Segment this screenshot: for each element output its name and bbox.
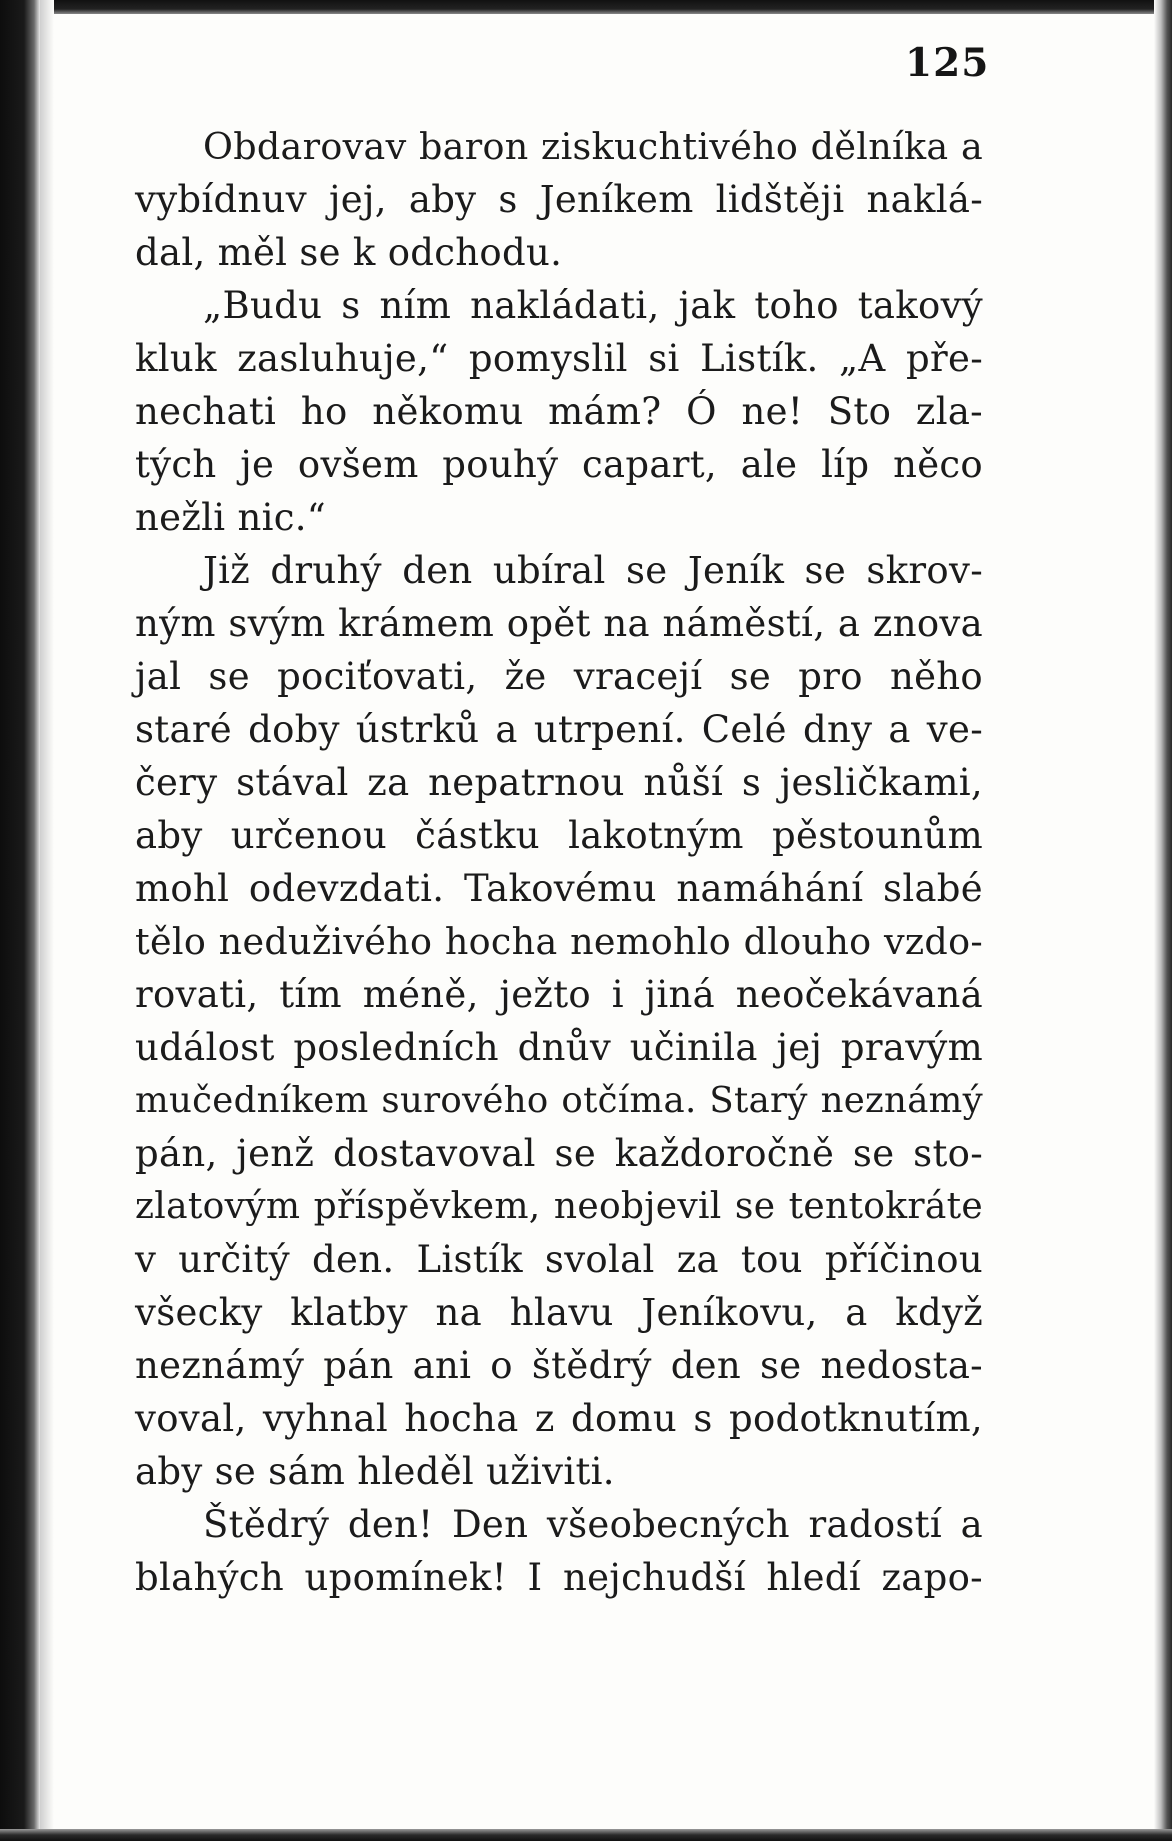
text-line: dal, měl se k odchodu. [135, 231, 563, 274]
text-line: rovati, tím méně, ježto i jiná neočekávaná [135, 973, 983, 1016]
page-gutter-shadow [40, 0, 54, 1841]
text-line: všecky klatby na hlavu Jeníkovu, a když [135, 1291, 983, 1334]
text-line: Obdarovav baron ziskuchtivého dělníka a [203, 125, 983, 168]
page-number: 125 [905, 40, 990, 86]
text-line: tých je ovšem pouhý capart, ale líp něco [135, 443, 983, 486]
text-line: blahých upomínek! I nejchudší hledí zapo- [135, 1556, 983, 1599]
text-line: aby se sám hleděl uživiti. [135, 1450, 615, 1493]
text-line: čery stával za nepatrnou nůší s jesličkami, [135, 761, 983, 804]
scan-border-left [0, 0, 40, 1841]
text-line: voval, vyhnal hocha z domu s podotknutím, [135, 1397, 983, 1440]
text-line: jal se pociťovati, že vracejí se pro něho [135, 655, 983, 698]
text-line: ným svým krámem opět na náměstí, a znova [135, 602, 983, 645]
text-line: nežli nic.“ [135, 496, 327, 539]
text-line: tělo neduživého hocha nemohlo dlouho vzdo- [135, 920, 983, 963]
body-text [135, 120, 983, 1604]
text-line: neznámý pán ani o štědrý den se nedosta- [135, 1344, 983, 1387]
text-line: kluk zasluhuje,“ pomyslil si Listík. „A pře- [135, 337, 983, 380]
text-line: aby určenou částku lakotným pěstounům [135, 814, 983, 857]
scan-border-bottom [0, 1829, 1172, 1841]
text-line: mučedníkem surového otčíma. Starý neznámý [135, 1080, 983, 1121]
text-line: událost posledních dnův učinila jej pravým [135, 1026, 983, 1069]
text-line: zlatovým příspěvkem, neobjevil se tentokráte [135, 1186, 983, 1227]
text-line: Již druhý den ubíral se Jeník se skrov- [203, 549, 983, 592]
text-line: staré doby ústrků a utrpení. Celé dny a ve- [135, 708, 983, 751]
text-line: v určitý den. Listík svolal za tou příčinou [135, 1238, 983, 1281]
scan-border-top [0, 0, 1172, 14]
text-line: „Budu s ním nakládati, jak toho takový [203, 284, 983, 327]
text-line: mohl odevzdati. Takovému namáhání slabé [135, 867, 983, 910]
text-line: pán, jenž dostavoval se každoročně se sto- [135, 1132, 983, 1175]
text-line: vybídnuv jej, aby s Jeníkem lidštěji naklá- [135, 178, 983, 221]
text-line: Štědrý den! Den všeobecných radostí a [203, 1503, 983, 1546]
text-line: nechati ho někomu mám? Ó ne! Sto zla- [135, 390, 983, 433]
scan-border-right [1154, 0, 1172, 1841]
